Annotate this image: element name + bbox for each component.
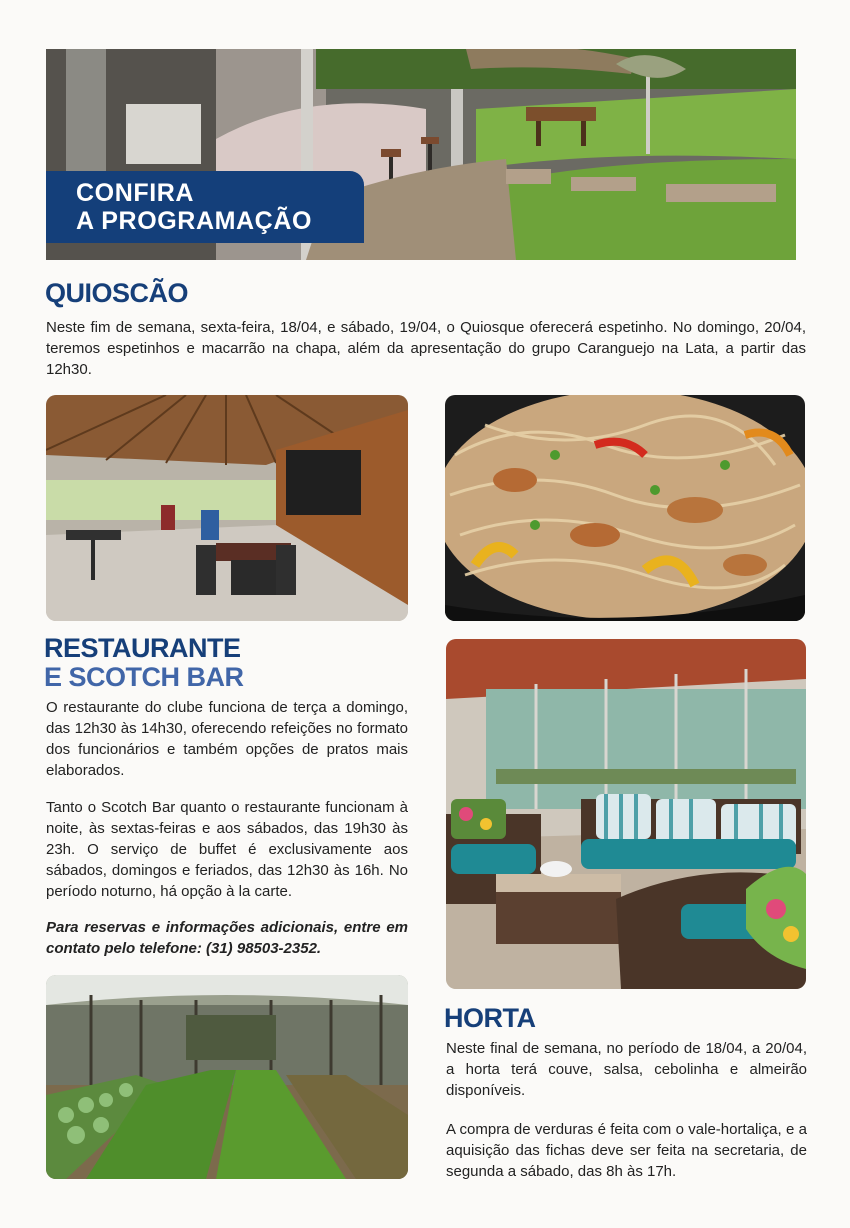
programacao-banner [46,171,364,243]
scotch-bar-paragraph: Tanto o Scotch Bar quanto o restaurante funcionam à noite, às sextas-feiras e aos sábados, das 19h30 às 23h. O serviço de buffet é exclusivamente aos sábados, domingos e feriados, das 12h30 às 16h. No período noturno, há opção à la carte. [46,799,408,900]
vegetable-garden-photo [46,975,408,1179]
banner-line-1: CONFIRA [76,179,195,207]
restaurant-hours-paragraph: O restaurante do clube funciona de terça a domingo, das 12h30 às 14h30, oferecendo refeições no formato dos funcionários e também opções de pratos mais elaborados. [46,699,408,779]
quiosco-heading: QUIOSCÃO [45,278,189,308]
horta-heading: HORTA [444,1003,536,1033]
quiosco-description: Neste fim de semana, sexta-feira, 18/04, e sábado, 19/04, o Quiosque oferecerá espetinho. No domingo, 20/04, teremos espetinhos e macarrão na chapa, além da apresentação do grupo Caranguejo na Lata, a partir das 12h30. [46,319,806,378]
restaurant-heading-line-2: E SCOTCH BAR [44,662,244,692]
banner-line-2: A PROGRAMAÇÃO [76,207,313,235]
restaurant-heading-line-1: RESTAURANTE [44,633,241,663]
horta-purchase-paragraph: A compra de verduras é feita com o vale-hortaliça, e a aquisição das fichas deve ser feita na secretaria, de segunda a sábado, das 8h às 17h. [446,1121,807,1180]
reservations-paragraph: Para reservas e informações adicionais, entre em contato pelo telefone: (31) 98503-2352. [46,919,408,957]
lounge-sofa-photo [446,639,806,989]
horta-availability-paragraph: Neste final de semana, no período de 18/04, a 20/04, a horta terá couve, salsa, cebolinha e almeirão disponíveis. [446,1040,807,1099]
noodles-dish-photo [445,395,805,621]
kiosk-interior-photo [46,395,408,621]
